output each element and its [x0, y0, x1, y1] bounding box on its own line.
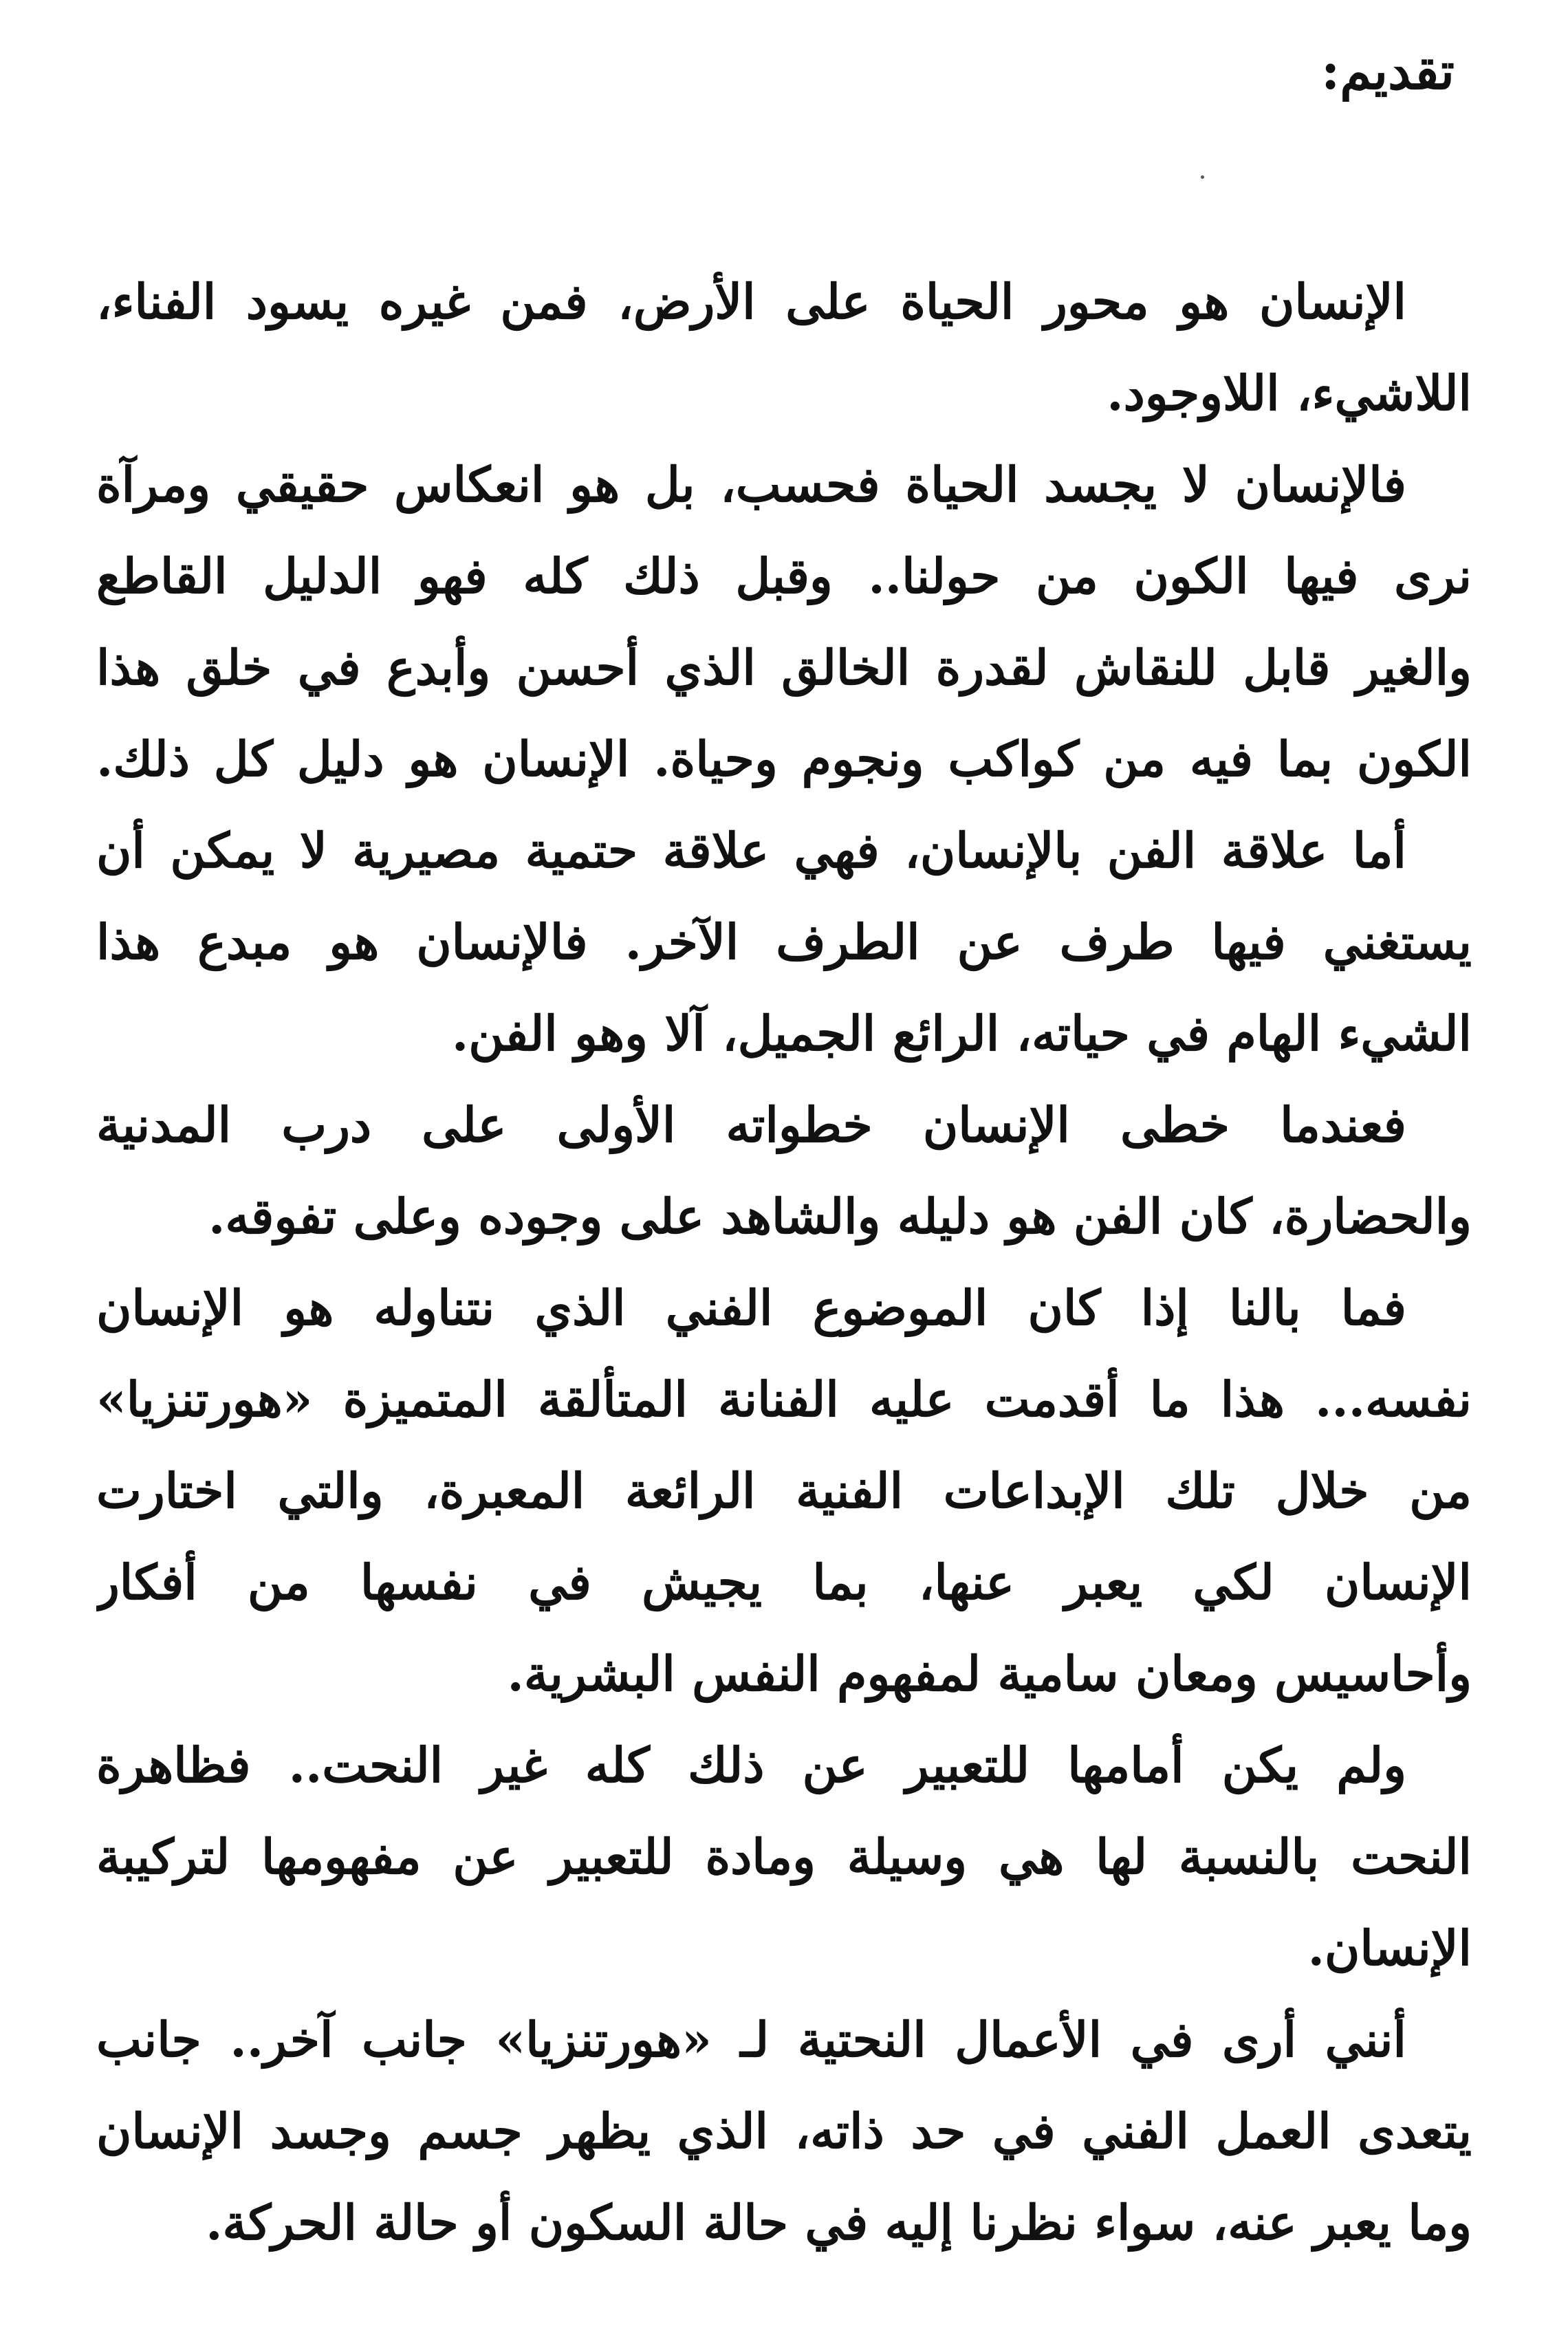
text-line: الإنسان هو محور الحياة على الأرض، فمن غيره يسود الفناء،	[96, 273, 1406, 330]
text-line: من خلال تلك الإبداعات الفنية الرائعة المعبرة، والتي اختارت	[96, 1462, 1472, 1519]
text-line: وأحاسيس ومعان سامية لمفهوم النفس البشرية.	[507, 1645, 1472, 1702]
text-line: والغير قابل للنقاش لقدرة الخالق الذي أحسن وأبدع في خلق هذا	[96, 639, 1472, 696]
text-line: أنني أرى في الأعمال النحتية لـ «هورتنزيا» جانب آخر.. جانب	[96, 2011, 1406, 2068]
text-line: النحت بالنسبة لها هي وسيلة ومادة للتعبير عن مفهومها لتركيبة	[96, 1828, 1472, 1885]
text-line: اللاشيء، اللاوجود.	[1107, 365, 1472, 422]
text-line: فعندما خطى الإنسان خطواته الأولى على درب المدنية	[96, 1096, 1406, 1153]
text-line: والحضارة، كان الفن هو دليله والشاهد على وجوده وعلى تفوقه.	[208, 1188, 1472, 1245]
text-line: نفسه... هذا ما أقدمت عليه الفنانة المتألقة المتميزة «هورتنزيا»	[96, 1371, 1472, 1428]
text-line: نرى فيها الكون من حولنا.. وقبل ذلك كله فهو الدليل القاطع	[96, 547, 1472, 605]
page-title: تقديم:	[1320, 42, 1455, 101]
text-line: ولم يكن أمامها للتعبير عن ذلك كله غير النحت.. فظاهرة	[96, 1737, 1406, 1794]
text-line: فالإنسان لا يجسد الحياة فحسب، بل هو انعكاس حقيقي ومرآة	[96, 456, 1406, 513]
text-line: الكون بما فيه من كواكب ونجوم وحياة. الإنسان هو دليل كل ذلك.	[96, 730, 1472, 787]
body-text	[96, 256, 1472, 2268]
text-line: يتعدى العمل الفني في حد ذاته، الذي يظهر جسم وجسد الإنسان	[96, 2102, 1472, 2160]
text-line: الإنسان.	[1307, 1920, 1472, 1977]
text-line: الشيء الهام في حياته، الرائع الجميل، آلا وهو الفن.	[451, 1005, 1472, 1062]
text-line: يستغني فيها طرف عن الطرف الآخر. فالإنسان هو مبدع هذا	[96, 913, 1472, 970]
text-line: وما يعبر عنه، سواء نظرنا إليه في حالة السكون أو حالة الحركة.	[206, 2194, 1472, 2251]
scan-speck	[1201, 175, 1204, 179]
text-line: أما علاقة الفن بالإنسان، فهي علاقة حتمية مصيرية لا يمكن أن	[96, 822, 1406, 879]
text-line: الإنسان لكي يعبر عنها، بما يجيش في نفسها من أفكار	[96, 1554, 1472, 1611]
text-line: فما بالنا إذا كان الموضوع الفني الذي نتناوله هو الإنسان	[96, 1279, 1406, 1336]
